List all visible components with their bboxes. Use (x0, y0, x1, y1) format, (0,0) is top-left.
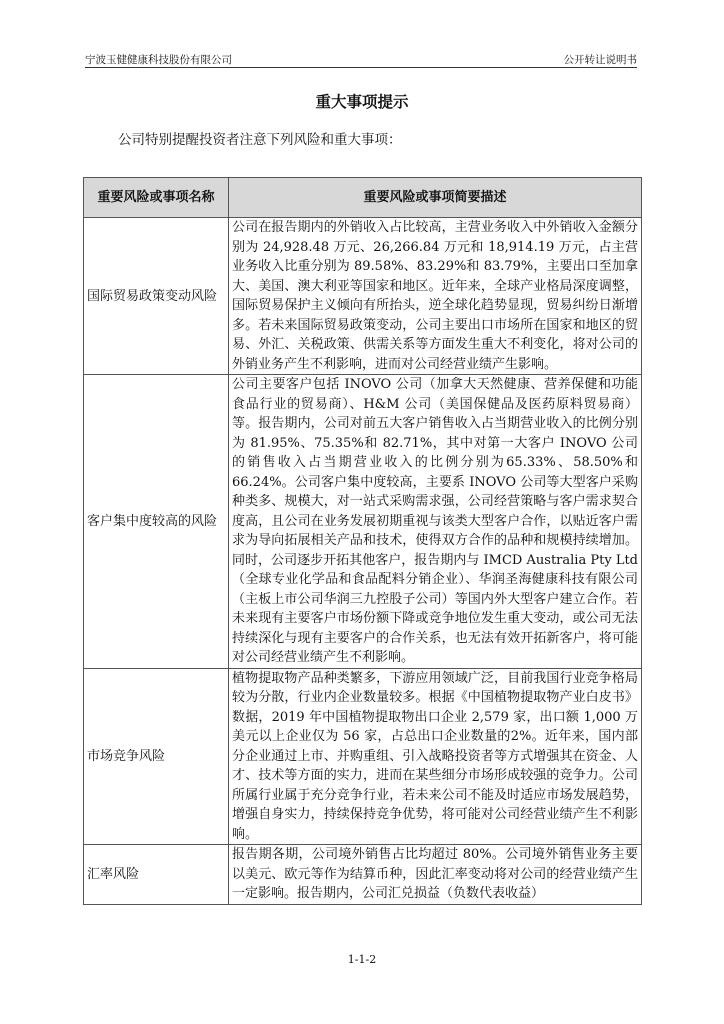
risk-table (83, 177, 642, 905)
risk-name: 国际贸易政策变动风险 (84, 218, 229, 375)
header-cell-name: 重要风险或事项名称 (84, 178, 229, 218)
risk-description: 报告期各期，公司境外销售占比均超过 80%。公司境外销售业务主要以美元、欧元等作为结算币种，因此汇率变动将对公司的经营业绩产生一定影响。报告期内，公司汇兑损益（负数代表收益） (229, 845, 642, 905)
table-row (84, 218, 642, 375)
risk-name: 市场竞争风险 (84, 668, 229, 845)
intro-text: 公司特别提醒投资者注意下列风险和重大事项： (118, 132, 402, 148)
page-header (85, 50, 637, 68)
header-company: 宁波玉健健康科技股份有限公司 (85, 54, 232, 66)
risk-name: 汇率风险 (84, 845, 229, 905)
header-cell-desc: 重要风险或事项简要描述 (229, 178, 642, 218)
table-row (84, 845, 642, 905)
risk-description: 公司在报告期内的外销收入占比较高，主营业务收入中外销收入金额分别为 24,928.48 万元、26,266.84 万元和 18,914.19 万元，占主营业务收入比重分别为 89.58%、83.29%和 83.79%，主要出口至加拿大、美国、澳大利亚等国家和地区。近年来，全球产业格局深度调整，国际贸易保护主义倾向有所抬头，逆全球化趋势显现，贸易纠纷日渐增多。若未来国际贸易政策变动，公司主要出口市场所在国家和地区的贸易、外汇、关税政策、供需关系等方面发生重大不利变化，将对公司的外销业务产生不利影响，进而对公司经营业绩产生影响。 (229, 218, 642, 375)
page-title: 重大事项提示 (315, 92, 409, 111)
page-number: 1-1-2 (347, 953, 377, 966)
risk-name: 客户集中度较高的风险 (84, 375, 229, 669)
table-header-row (84, 178, 642, 218)
table-row (84, 668, 642, 845)
header-document-type: 公开转让说明书 (563, 54, 637, 66)
risk-description: 公司主要客户包括 INOVO 公司（加拿大天然健康、营养保健和功能食品行业的贸易商）、H&M 公司（美国保健品及医药原料贸易商）等。报告期内，公司对前五大客户销售收入占当期营业收入的比例分别为 81.95%、75.35%和 82.71%，其中对第一大客户 INOVO 公司的销售收入占当期营业收入的比例分别为65.33%、58.50%和 66.24%。公司客户集中度较高，主要系 INOVO 公司等大型客户采购种类多、规模大，对一站式采购需求强，公司经营策略与客户需求契合度高，且公司在业务发展初期重视与该类大型客户合作，以贴近客户需求为导向拓展相关产品和技术，使得双方合作的品种和规模持续增加。同时，公司逐步开拓其他客户，报告期内与 IMCD Australia Pty Ltd（全球专业化学品和食品配料分销企业）、华润圣海健康科技有限公司（主板上市公司华润三九控股子公司）等国内外大型客户建立合作。若未来现有主要客户市场份额下降或竞争地位发生重大变动，或公司无法持续深化与现有主要客户的合作关系，也无法有效开拓新客户，将可能对公司经营业绩产生不利影响。 (229, 375, 642, 669)
risk-description: 植物提取物产品种类繁多，下游应用领域广泛，目前我国行业竞争格局较为分散，行业内企业数量较多。根据《中国植物提取物产业白皮书》数据，2019 年中国植物提取物出口企业 2,579 家，出口额 1,000 万美元以上企业仅为 56 家，占总出口企业数量的2%。近年来，国内部分企业通过上市、并购重组、引入战略投资者等方式增强其在资金、人才、技术等方面的实力，进而在某些细分市场形成较强的竞争力。公司所属行业属于充分竞争行业，若未来公司不能及时适应市场发展趋势，增强自身实力，持续保持竞争优势，将可能对公司经营业绩产生不利影响。 (229, 668, 642, 845)
table-row (84, 375, 642, 669)
